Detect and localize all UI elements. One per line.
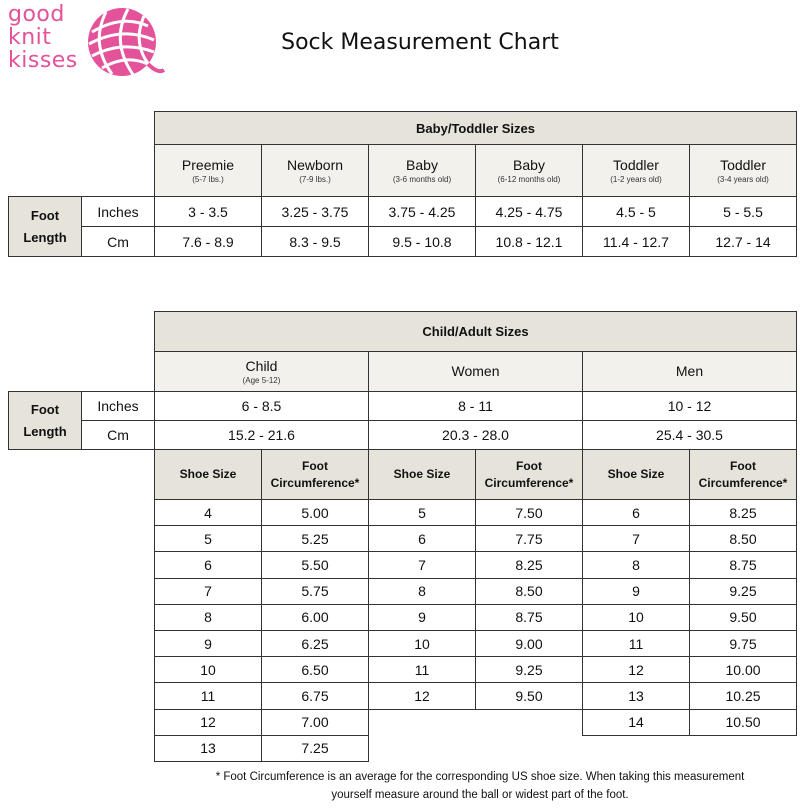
table-cell: 5 - 5.5 [690, 197, 797, 227]
size-header: Baby (6-12 months old) [476, 145, 583, 197]
circumference-cell: 9.25 [476, 657, 583, 683]
table-cell: 3.25 - 3.75 [262, 197, 369, 227]
circumference-cell: 8.25 [690, 500, 797, 526]
circumference-cell: 9.25 [690, 578, 797, 604]
child-adult-heading: Child/Adult Sizes [155, 312, 797, 352]
circumference-cell: 5.50 [262, 552, 369, 578]
size-header: Toddler (3-4 years old) [690, 145, 797, 197]
table-row [9, 604, 797, 630]
circumference-cell: 7.75 [476, 526, 583, 552]
cm-label: Cm [82, 227, 155, 257]
empty-cell [583, 735, 690, 761]
shoe-size-cell: 12 [155, 709, 262, 735]
table-cell: 3.75 - 4.25 [369, 197, 476, 227]
table-cell: 11.4 - 12.7 [583, 227, 690, 257]
circumference-cell: 9.50 [690, 604, 797, 630]
logo-text [8, 4, 88, 73]
table-row [9, 657, 797, 683]
shoe-size-cell: 4 [155, 500, 262, 526]
table-cell: 15.2 - 21.6 [155, 421, 369, 450]
shoe-size-cell: 5 [155, 526, 262, 552]
inches-label: Inches [82, 392, 155, 421]
table-cell: 6 - 8.5 [155, 392, 369, 421]
shoe-size-cell: 13 [155, 735, 262, 761]
table-cell: 9.5 - 10.8 [369, 227, 476, 257]
shoe-size-cell: 13 [583, 683, 690, 709]
circumference-cell: 9.75 [690, 630, 797, 656]
logo-line: kisses [8, 48, 78, 73]
group-header-men: Men [583, 352, 797, 392]
circumference-cell: 6.00 [262, 604, 369, 630]
circumference-cell: 8.25 [476, 552, 583, 578]
foot-length-label: Foot Length [9, 392, 82, 450]
baby-toddler-table [8, 111, 797, 257]
cm-label: Cm [82, 421, 155, 450]
circumference-cell: 8.50 [690, 526, 797, 552]
shoe-size-cell: 11 [583, 630, 690, 656]
table-cell: 25.4 - 30.5 [583, 421, 797, 450]
size-header: Preemie (5-7 lbs.) [155, 145, 262, 197]
table-row [9, 735, 797, 761]
circumference-cell: 6.75 [262, 683, 369, 709]
shoe-size-cell: 8 [155, 604, 262, 630]
circumference-cell: 8.75 [476, 604, 583, 630]
shoe-size-cell: 7 [583, 526, 690, 552]
circumference-header: Foot Circumference* [476, 450, 583, 500]
circumference-header: Foot Circumference* [262, 450, 369, 500]
table-row [9, 709, 797, 735]
logo-line: good [8, 2, 65, 27]
circumference-cell: 7.00 [262, 709, 369, 735]
group-header-women: Women [369, 352, 583, 392]
shoe-size-cell: 12 [583, 657, 690, 683]
footnote [160, 768, 800, 804]
circumference-cell: 6.25 [262, 630, 369, 656]
empty-cell [690, 735, 797, 761]
table-cell: 4.25 - 4.75 [476, 197, 583, 227]
shoe-size-cell: 9 [155, 630, 262, 656]
table-cell: 10 - 12 [583, 392, 797, 421]
shoe-size-cell: 14 [583, 709, 690, 735]
table-row [9, 630, 797, 656]
circumference-cell: 5.75 [262, 578, 369, 604]
shoe-size-cell: 10 [369, 630, 476, 656]
yarn-ball-icon [82, 4, 166, 84]
shoe-size-header: Shoe Size [369, 450, 476, 500]
foot-length-label: Foot Length [9, 197, 82, 257]
shoe-size-cell: 6 [155, 552, 262, 578]
shoe-size-cell: 12 [369, 683, 476, 709]
table-row [9, 683, 797, 709]
circumference-cell: 7.50 [476, 500, 583, 526]
table-cell: 3 - 3.5 [155, 197, 262, 227]
shoe-size-cell: 9 [583, 578, 690, 604]
shoe-size-cell: 10 [583, 604, 690, 630]
circumference-cell: 8.50 [476, 578, 583, 604]
baby-toddler-heading: Baby/Toddler Sizes [155, 112, 797, 145]
group-header-child: Child (Age 5-12) [155, 352, 369, 392]
footnote-line: * Foot Circumference is an average for the corresponding US shoe size. When taking this measurement [215, 771, 745, 783]
circumference-cell: 7.25 [262, 735, 369, 761]
table-cell: 7.6 - 8.9 [155, 227, 262, 257]
shoe-size-cell: 7 [155, 578, 262, 604]
table-row [9, 578, 797, 604]
circumference-cell: 5.25 [262, 526, 369, 552]
shoe-size-header: Shoe Size [583, 450, 690, 500]
table-cell: 8 - 11 [369, 392, 583, 421]
circumference-cell: 8.75 [690, 552, 797, 578]
circumference-cell: 10.25 [690, 683, 797, 709]
circumference-cell: 5.00 [262, 500, 369, 526]
table-row [9, 500, 797, 526]
shoe-size-cell: 6 [583, 500, 690, 526]
empty-cell [476, 709, 583, 735]
shoe-size-cell: 11 [369, 657, 476, 683]
shoe-size-cell: 10 [155, 657, 262, 683]
footnote-line: yourself measure around the ball or widest part of the foot. [331, 789, 629, 801]
inches-label: Inches [82, 197, 155, 227]
size-header: Newborn (7-9 lbs.) [262, 145, 369, 197]
shoe-size-cell: 5 [369, 500, 476, 526]
circumference-header: Foot Circumference* [690, 450, 797, 500]
table-row [9, 552, 797, 578]
circumference-cell: 9.50 [476, 683, 583, 709]
table-cell: 4.5 - 5 [583, 197, 690, 227]
shoe-size-header: Shoe Size [155, 450, 262, 500]
shoe-size-cell: 8 [583, 552, 690, 578]
size-header: Baby (3-6 months old) [369, 145, 476, 197]
logo-line: knit [8, 25, 52, 50]
shoe-size-cell: 7 [369, 552, 476, 578]
shoe-size-cell: 9 [369, 604, 476, 630]
table-cell: 8.3 - 9.5 [262, 227, 369, 257]
circumference-cell: 6.50 [262, 657, 369, 683]
shoe-size-rows [9, 500, 797, 762]
circumference-cell: 10.50 [690, 709, 797, 735]
circumference-cell: 9.00 [476, 630, 583, 656]
empty-cell [369, 735, 476, 761]
empty-cell [476, 735, 583, 761]
size-header: Toddler (1-2 years old) [583, 145, 690, 197]
shoe-size-cell: 6 [369, 526, 476, 552]
table-row [9, 526, 797, 552]
child-adult-table [8, 311, 797, 762]
table-cell: 20.3 - 28.0 [369, 421, 583, 450]
empty-cell [369, 709, 476, 735]
table-cell: 10.8 - 12.1 [476, 227, 583, 257]
shoe-size-cell: 8 [369, 578, 476, 604]
shoe-size-cell: 11 [155, 683, 262, 709]
circumference-cell: 10.00 [690, 657, 797, 683]
table-cell: 12.7 - 14 [690, 227, 797, 257]
page-title: Sock Measurement Chart [281, 30, 559, 55]
